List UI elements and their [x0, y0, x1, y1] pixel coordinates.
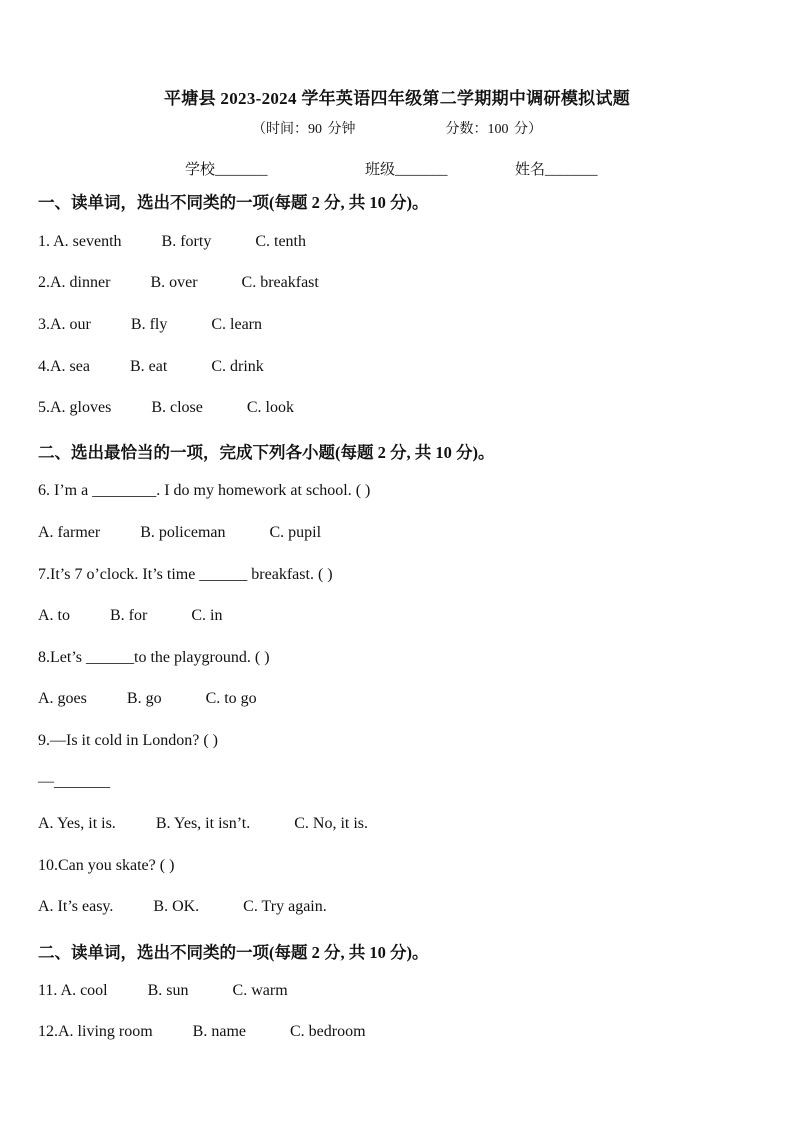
- section-heading-2: 二、选出最恰当的一项，完成下列各小题(每题 2 分, 共 10 分)。: [38, 443, 495, 462]
- section-heading-3: 二、读单词，选出不同类的一项(每题 2 分, 共 10 分)。: [38, 943, 429, 962]
- question-8-stem: 8.Let’s ______to the playground. ( ): [38, 649, 270, 666]
- question-9-options: [38, 815, 368, 833]
- q4-option-a: 4.A. sea: [38, 358, 90, 375]
- q4-option-c: C. drink: [211, 358, 264, 375]
- question-8-options: [38, 690, 257, 708]
- q12-option-a: 12.A. living room: [38, 1023, 153, 1040]
- question-7-stem: 7.It’s 7 o’clock. It’s time ______ breakfast. ( ): [38, 566, 333, 583]
- q12-option-c: C. bedroom: [290, 1023, 366, 1040]
- q2-option-c: C. breakfast: [241, 274, 319, 291]
- q6-option-b: B. policeman: [140, 524, 226, 541]
- question-4: [38, 358, 264, 376]
- q8-option-a: A. goes: [38, 690, 87, 707]
- question-6-options: [38, 524, 321, 542]
- q7-option-a: A. to: [38, 607, 70, 624]
- q3-option-c: C. learn: [211, 316, 262, 333]
- question-1: [38, 233, 306, 251]
- q11-option-a: 11. A. cool: [38, 982, 108, 999]
- q9-option-c: C. No, it is.: [294, 815, 369, 832]
- q3-option-a: 3.A. our: [38, 316, 91, 333]
- student-info-row: [185, 158, 598, 179]
- question-3: [38, 316, 262, 334]
- q5-option-a: 5.A. gloves: [38, 399, 112, 416]
- class-field[interactable]: 班级_______: [365, 162, 448, 178]
- q10-option-c: C. Try again.: [243, 898, 327, 915]
- q4-option-b: B. eat: [129, 358, 168, 375]
- question-2: [38, 274, 319, 292]
- question-9-stem: 9.—Is it cold in London? ( ): [38, 732, 218, 749]
- q7-option-c: C. in: [191, 607, 223, 624]
- question-10-options: [38, 898, 327, 916]
- q5-option-c: C. look: [246, 399, 294, 416]
- q1-option-c: C. tenth: [255, 233, 306, 250]
- question-12: [38, 1023, 366, 1041]
- q6-option-c: C. pupil: [269, 524, 322, 541]
- q2-option-b: B. over: [150, 274, 198, 291]
- q8-option-b: B. go: [126, 690, 162, 707]
- school-field[interactable]: 学校_______: [185, 162, 268, 178]
- q10-option-a: A. It’s easy.: [38, 898, 114, 915]
- q12-option-b: B. name: [192, 1023, 246, 1040]
- q7-option-b: B. for: [110, 607, 148, 624]
- question-7-options: [38, 607, 222, 625]
- exam-time: （时间：90 分钟: [252, 122, 356, 137]
- q9-option-b: B. Yes, it isn’t.: [155, 815, 251, 832]
- question-5: [38, 399, 294, 417]
- q10-option-b: B. OK.: [153, 898, 200, 915]
- exam-score: 分数：100 分）: [445, 122, 542, 137]
- question-9-answer-line: —_______: [38, 773, 110, 790]
- q5-option-b: B. close: [151, 399, 203, 416]
- q1-option-a: 1. A. seventh: [38, 233, 122, 250]
- q11-option-b: B. sun: [147, 982, 189, 999]
- q6-option-a: A. farmer: [38, 524, 101, 541]
- q11-option-c: C. warm: [232, 982, 288, 999]
- q3-option-b: B. fly: [130, 316, 168, 333]
- exam-meta: [0, 118, 794, 138]
- q2-option-a: 2.A. dinner: [38, 274, 111, 291]
- question-11: [38, 982, 288, 1000]
- q9-option-a: A. Yes, it is.: [38, 815, 116, 832]
- section-heading-1: 一、读单词，选出不同类的一项(每题 2 分, 共 10 分)。: [38, 193, 429, 212]
- q1-option-b: B. forty: [161, 233, 212, 250]
- q8-option-c: C. to go: [205, 690, 257, 707]
- question-10-stem: 10.Can you skate? ( ): [38, 857, 175, 874]
- question-6-stem: 6. I’m a ________. I do my homework at school. ( ): [38, 482, 371, 499]
- name-field[interactable]: 姓名_______: [515, 162, 598, 178]
- page-title: 平塘县 2023-2024 学年英语四年级第二学期期中调研模拟试题: [163, 89, 631, 108]
